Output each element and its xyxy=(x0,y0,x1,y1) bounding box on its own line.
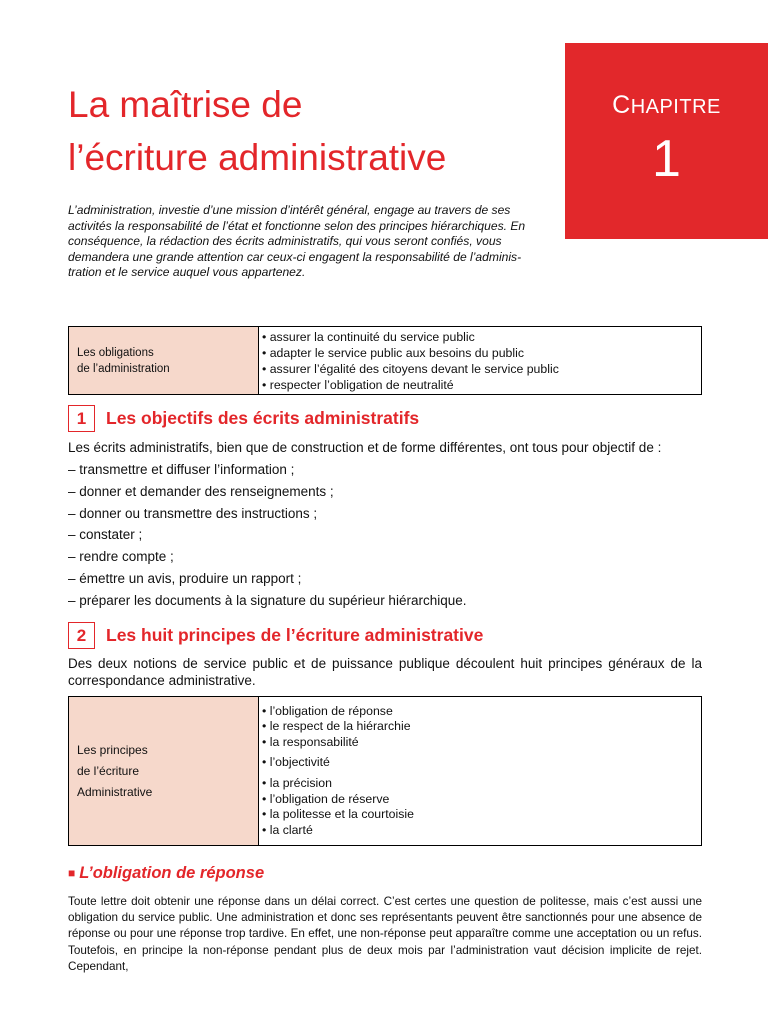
subsection-heading xyxy=(68,864,264,883)
list-item: • la politesse et la courtoisie xyxy=(262,807,414,822)
chapter-number: 1 xyxy=(652,130,681,188)
principles-items xyxy=(259,697,702,846)
list-item: – donner et demander des renseignements ; xyxy=(68,483,334,499)
list-item: • la responsabilité xyxy=(262,734,359,749)
objectives-list xyxy=(68,459,466,612)
chapter-label-rest: HAPITRE xyxy=(630,96,721,118)
principles-table xyxy=(68,696,702,846)
obligations-label xyxy=(69,327,259,395)
principles-label-line-2: de l’écriture xyxy=(77,763,140,778)
list-item: – rendre compte ; xyxy=(68,549,174,565)
list-item: • la clarté xyxy=(262,822,313,837)
section-2-heading xyxy=(68,622,483,649)
list-item: – constater ; xyxy=(68,527,143,543)
list-item: • assurer la continuité du service public xyxy=(262,329,475,344)
list-item: • adapter le service public aux besoins du public xyxy=(262,345,525,360)
list-item: • l’obligation de réponse xyxy=(262,703,393,718)
list-item: • assurer l’égalité des citoyens devant le service public xyxy=(262,361,559,376)
obligations-items xyxy=(259,327,702,395)
chapter-title-line-1: La maîtrise de xyxy=(68,84,303,125)
list-item: • la précision xyxy=(262,776,332,790)
principles-label xyxy=(69,697,259,846)
list-item: – donner ou transmettre des instructions ; xyxy=(68,505,318,521)
chapter-label xyxy=(565,91,768,120)
subsection-title: L’obligation de réponse xyxy=(79,864,265,882)
section-2-number: 2 xyxy=(68,622,95,649)
list-item: – préparer les documents à la signature du supérieur hiérarchique. xyxy=(68,592,467,608)
section-1-intro: Les écrits administratifs, bien que de construction et de forme différentes, ont tous pour objectif de : xyxy=(68,440,662,455)
section-1-number: 1 xyxy=(68,405,95,432)
chapter-title-line-2: l’écriture administrative xyxy=(68,137,447,178)
list-item: – transmettre et diffuser l’information ; xyxy=(68,462,295,477)
subsection-body: Toute lettre doit obtenir une réponse dans un délai correct. C’est certes une question de politesse, mais c’est aussi une obligation du service public. Une administration et donc ses représentants peuvent être sanctionnés pour une absence de réponse ou pour une réponse trop tardive. En effet, une non-réponse peut apparaître comme une acceptation ou un refus. Toutefois, en principe la non-réponse pendant plus de deux mois par l’administration vaut décision implicite de rejet. Cependant, xyxy=(68,895,702,973)
list-item: • respecter l’obligation de neutralité xyxy=(262,377,454,392)
section-1-title: Les objectifs des écrits administratifs xyxy=(106,408,420,428)
section-2-title: Les huit principes de l’écriture administrative xyxy=(106,625,484,645)
chapter-badge xyxy=(565,43,768,239)
obligations-table xyxy=(68,326,702,395)
obligations-label-line-2: de l’administration xyxy=(77,362,170,375)
chapter-label-initial: C xyxy=(612,91,631,119)
list-item: • l’objectivité xyxy=(262,755,330,770)
principles-label-line-3: Administrative xyxy=(77,784,153,799)
principles-label-line-1: Les principes xyxy=(77,742,148,757)
obligations-label-line-1: Les obligations xyxy=(77,346,154,359)
list-item: • l’obligation de réserve xyxy=(262,791,390,806)
list-item: • le respect de la hiérarchie xyxy=(262,719,411,734)
chapter-title xyxy=(68,78,538,184)
intro-paragraph: L’administration, investie d’une mission d’intérêt général, engage au travers de ses activités la responsabilité de l’état et fonctionne selon des principes hiérarchiques. En conséquence, la rédaction des écrits administratifs, qui vous seront confiés, vous demandera une grande attention car ceux-ci engagent la responsabilité de l’adminis-tration et le service auquel vous appartenez. xyxy=(68,203,526,280)
section-2-intro: Des deux notions de service public et de puissance publique découlent huit principes généraux de la correspondance administrative. xyxy=(68,656,702,688)
list-item: – émettre un avis, produire un rapport ; xyxy=(68,570,302,586)
square-bullet-icon: ■ xyxy=(68,866,76,880)
section-1-heading xyxy=(68,405,419,432)
